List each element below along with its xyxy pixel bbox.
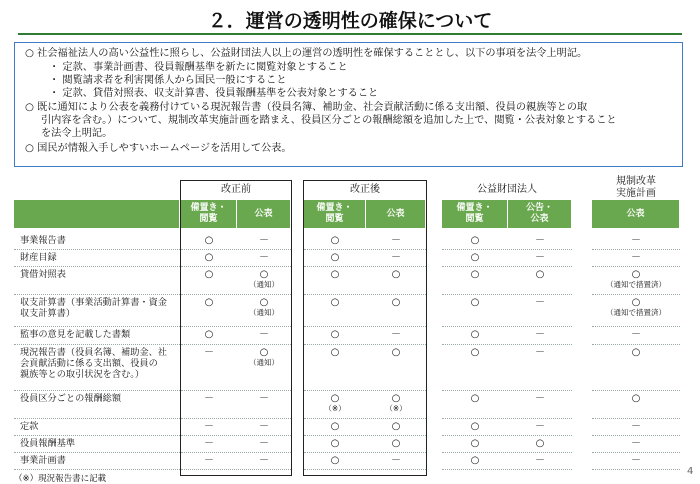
table-cell	[508, 393, 572, 404]
cell-mark: ○	[631, 347, 641, 358]
row-divider	[14, 249, 180, 250]
table-cell	[237, 252, 291, 263]
row-divider	[181, 452, 291, 453]
cell-mark: ○	[470, 329, 480, 340]
row-divider	[442, 435, 572, 436]
row-divider	[442, 390, 572, 391]
cell-mark: －	[204, 393, 214, 404]
cell-mark: －	[535, 297, 545, 308]
row-divider	[442, 469, 572, 470]
cell-mark: －	[535, 421, 545, 432]
row-label: 役員報酬基準	[20, 438, 76, 449]
group-before: 改正前	[221, 184, 251, 195]
title-underline	[18, 33, 682, 35]
row-label: 定款	[20, 421, 39, 432]
table-cell	[442, 297, 508, 308]
table-cell	[304, 438, 366, 449]
row-divider	[181, 418, 291, 419]
table-cell	[592, 393, 680, 404]
cell-note: （通知で措置済）	[606, 280, 666, 289]
table-cell	[508, 252, 572, 263]
table-cell	[508, 347, 572, 358]
cell-mark: －	[391, 235, 401, 246]
cell-mark: ○	[470, 455, 480, 466]
table-cell	[508, 235, 572, 246]
table-cell	[508, 329, 572, 340]
cell-mark: ○	[391, 347, 401, 358]
table-cell	[304, 252, 366, 263]
row-divider	[442, 452, 572, 453]
cell-mark: ○	[631, 297, 641, 308]
table-cell	[304, 393, 366, 413]
row-label: 監事の意見を記載した書類	[20, 329, 131, 340]
table-cell	[181, 393, 237, 404]
cell-mark: ○	[470, 252, 480, 263]
group-after: 改正後	[350, 184, 380, 195]
table-cell	[366, 393, 426, 413]
cell-mark: －	[535, 393, 545, 404]
cell-mark: ○	[391, 393, 401, 404]
row-divider	[14, 452, 180, 453]
cell-mark: －	[391, 252, 401, 263]
table-cell	[508, 438, 572, 449]
row-divider	[181, 344, 291, 345]
cell-mark: ○	[391, 297, 401, 308]
summary-line: を法令上明記。	[41, 128, 113, 139]
cell-mark: ○	[330, 393, 340, 404]
row-divider	[181, 435, 291, 436]
group-reform: 規制改革 実施計画	[616, 176, 656, 199]
row-divider	[14, 390, 180, 391]
cell-mark: ○	[631, 393, 641, 404]
row-divider	[304, 266, 426, 267]
cell-mark: －	[259, 252, 269, 263]
row-divider	[14, 469, 180, 470]
table-cell	[442, 455, 508, 466]
table-cell	[366, 438, 426, 449]
row-divider	[304, 326, 426, 327]
cell-note: （通知）	[249, 308, 279, 317]
cell-mark: －	[204, 455, 214, 466]
cell-mark: －	[204, 347, 214, 358]
table-cell	[508, 455, 572, 466]
table-cell	[508, 269, 572, 280]
row-divider	[592, 294, 680, 295]
table-cell	[181, 347, 237, 358]
cell-mark: ○	[470, 421, 480, 432]
cell-mark: ○	[204, 235, 214, 246]
row-divider	[592, 390, 680, 391]
table-cell	[442, 421, 508, 432]
table-cell	[181, 329, 237, 340]
table-cell	[592, 252, 680, 263]
row-divider	[304, 469, 426, 470]
row-divider	[14, 294, 180, 295]
subheader-before-view: 備置き・ 閲覧	[181, 200, 237, 228]
row-divider	[304, 390, 426, 391]
cell-mark: ○	[204, 269, 214, 280]
row-divider	[181, 249, 291, 250]
cell-mark: －	[259, 393, 269, 404]
table-cell	[181, 297, 237, 308]
table-cell	[181, 455, 237, 466]
table-cell	[592, 347, 680, 358]
cell-mark: ○	[470, 297, 480, 308]
cell-note: （通知）	[249, 280, 279, 289]
row-divider	[14, 418, 180, 419]
cell-mark: ○	[470, 269, 480, 280]
cell-mark: －	[259, 438, 269, 449]
table-cell	[366, 421, 426, 432]
cell-mark: ○	[391, 438, 401, 449]
row-divider	[181, 326, 291, 327]
row-divider	[181, 294, 291, 295]
cell-mark: －	[204, 421, 214, 432]
cell-mark: ○	[330, 297, 340, 308]
footnote: （※）現況報告書に記載	[14, 474, 107, 484]
cell-mark: －	[259, 329, 269, 340]
table-cell	[442, 329, 508, 340]
page-number: 4	[687, 466, 694, 477]
table-cell	[304, 347, 366, 358]
row-divider	[304, 418, 426, 419]
table-cell	[237, 329, 291, 340]
group-foundation: 公益財団法人	[477, 184, 537, 195]
cell-mark: ○	[259, 347, 269, 358]
row-label: 収支計算書（事業活動計算書・資金 収支計算書）	[20, 297, 167, 319]
summary-line: ○ 既に通知により公表を義務付けている現況報告書（役員名簿、補助金、社会貢献活動に係る支出額、役員の親族等との取	[25, 102, 588, 113]
cell-mark: ○	[330, 235, 340, 246]
row-divider	[592, 469, 680, 470]
table-cell	[237, 347, 291, 367]
row-divider	[442, 249, 572, 250]
page-title: ２．運営の透明性の確保について	[207, 10, 493, 32]
row-divider	[592, 326, 680, 327]
cell-mark: ○	[391, 421, 401, 432]
cell-mark: ○	[330, 438, 340, 449]
row-divider	[592, 249, 680, 250]
cell-mark: －	[535, 235, 545, 246]
table-cell	[592, 421, 680, 432]
summary-line: ○ 社会福祉法人の高い公益性に照らし、公益財団法人以上の運営の透明性を確保することとし、以下の事項を法令上明記。	[25, 48, 588, 59]
row-divider	[442, 326, 572, 327]
cell-mark: ○	[330, 347, 340, 358]
cell-note: （※）	[324, 404, 346, 413]
row-divider	[14, 266, 180, 267]
cell-mark: －	[259, 455, 269, 466]
table-cell	[181, 269, 237, 280]
row-divider	[592, 418, 680, 419]
cell-mark: ○	[330, 455, 340, 466]
row-divider	[442, 294, 572, 295]
table-cell	[237, 297, 291, 317]
cell-mark: ○	[330, 421, 340, 432]
table-cell	[181, 252, 237, 263]
row-label: 財産目録	[20, 252, 57, 263]
table-cell	[592, 235, 680, 246]
cell-mark: －	[204, 438, 214, 449]
row-label: 現況報告書（役員名簿、補助金、社 会貢献活動に係る支出額、役員の 親族等との取引状況を含む。）	[20, 347, 167, 380]
table-cell	[366, 269, 426, 280]
row-divider	[181, 390, 291, 391]
subheader-found-pub: 公告・ 公表	[508, 200, 572, 228]
cell-mark: ○	[470, 393, 480, 404]
table-cell	[442, 347, 508, 358]
cell-mark: －	[391, 329, 401, 340]
cell-mark: ○	[470, 347, 480, 358]
row-divider	[592, 344, 680, 345]
cell-mark: －	[535, 252, 545, 263]
row-divider	[442, 418, 572, 419]
table-cell	[237, 235, 291, 246]
cell-mark: ○	[631, 269, 641, 280]
row-divider	[181, 469, 291, 470]
cell-mark: －	[259, 235, 269, 246]
table-cell	[181, 438, 237, 449]
row-divider	[304, 344, 426, 345]
table-cell	[366, 252, 426, 263]
row-label: 事業報告書	[20, 235, 66, 246]
cell-mark: ○	[330, 252, 340, 263]
table-cell	[304, 455, 366, 466]
table-cell	[508, 421, 572, 432]
cell-mark: ○	[391, 269, 401, 280]
row-divider	[592, 266, 680, 267]
cell-mark: ○	[470, 438, 480, 449]
table-cell	[366, 455, 426, 466]
summary-line: ○ 国民が情報入手しやすいホームページを活用して公表。	[25, 143, 292, 154]
cell-mark: －	[631, 455, 641, 466]
header-label-cell	[14, 200, 180, 228]
row-divider	[14, 326, 180, 327]
summary-line: ・ 定款、貸借対照表、収支計算書、役員報酬基準を公表対象とすること	[49, 88, 379, 99]
table-cell	[366, 235, 426, 246]
cell-mark: ○	[259, 297, 269, 308]
row-label: 事業計画書	[20, 455, 66, 466]
cell-mark: －	[631, 421, 641, 432]
table-cell	[366, 297, 426, 308]
cell-mark: ○	[204, 297, 214, 308]
row-divider	[304, 249, 426, 250]
table-cell	[304, 297, 366, 308]
subheader-after-view: 備置き・ 閲覧	[304, 200, 366, 228]
row-divider	[592, 452, 680, 453]
subheader-before-pub: 公表	[237, 200, 291, 228]
table-cell	[366, 329, 426, 340]
cell-mark: ○	[330, 269, 340, 280]
subheader-found-view: 備置き・ 閲覧	[442, 200, 508, 228]
cell-mark: ○	[204, 252, 214, 263]
row-divider	[304, 435, 426, 436]
summary-line: ・ 定款、事業計画書、役員報酬基準を新たに閲覧対象とすること	[49, 62, 348, 73]
row-divider	[304, 294, 426, 295]
cell-mark: －	[535, 329, 545, 340]
table-cell	[592, 329, 680, 340]
table-cell	[304, 421, 366, 432]
cell-mark: －	[631, 329, 641, 340]
table-cell	[237, 455, 291, 466]
cell-mark: －	[259, 421, 269, 432]
cell-mark: ○	[204, 329, 214, 340]
row-divider	[14, 344, 180, 345]
cell-mark: －	[535, 347, 545, 358]
row-divider	[181, 266, 291, 267]
table-cell	[304, 269, 366, 280]
cell-mark: －	[631, 252, 641, 263]
table-cell	[442, 235, 508, 246]
cell-mark: －	[391, 455, 401, 466]
cell-mark: －	[535, 455, 545, 466]
table-cell	[592, 269, 680, 289]
row-label: 役員区分ごとの報酬総額	[20, 393, 122, 404]
row-divider	[592, 435, 680, 436]
cell-mark: ○	[535, 438, 545, 449]
subheader-after-pub: 公表	[366, 200, 426, 228]
cell-mark: ○	[330, 329, 340, 340]
table-cell	[304, 329, 366, 340]
cell-mark: ○	[259, 269, 269, 280]
cell-note: （※）	[385, 404, 407, 413]
cell-mark: ○	[470, 235, 480, 246]
table-cell	[592, 455, 680, 466]
cell-note: （通知で措置済）	[606, 308, 666, 317]
table-cell	[237, 438, 291, 449]
table-cell	[442, 393, 508, 404]
table-cell	[237, 393, 291, 404]
table-cell	[592, 297, 680, 317]
table-cell	[366, 347, 426, 358]
row-divider	[304, 452, 426, 453]
row-divider	[14, 435, 180, 436]
table-cell	[237, 269, 291, 289]
table-cell	[181, 421, 237, 432]
subheader-reform-pub: 公表	[592, 200, 680, 228]
table-cell	[181, 235, 237, 246]
cell-mark: －	[631, 235, 641, 246]
table-cell	[442, 252, 508, 263]
row-divider	[442, 344, 572, 345]
row-label: 貸借対照表	[20, 269, 66, 280]
cell-note: （通知）	[249, 358, 279, 367]
table-cell	[442, 269, 508, 280]
table-cell	[592, 438, 680, 449]
table-cell	[442, 438, 508, 449]
row-divider	[442, 266, 572, 267]
table-cell	[508, 297, 572, 308]
table-cell	[237, 421, 291, 432]
summary-box	[14, 42, 683, 167]
cell-mark: －	[631, 438, 641, 449]
table-cell	[304, 235, 366, 246]
summary-line: ・ 閲覧請求者を利害関係人から国民一般にすること	[49, 75, 287, 86]
summary-line: 引内容を含む。）について、規制改革実施計画を踏まえ、役員区分ごとの報酬総額を追加した上で、閲覧・公表対象とすること	[41, 115, 617, 126]
cell-mark: ○	[535, 269, 545, 280]
